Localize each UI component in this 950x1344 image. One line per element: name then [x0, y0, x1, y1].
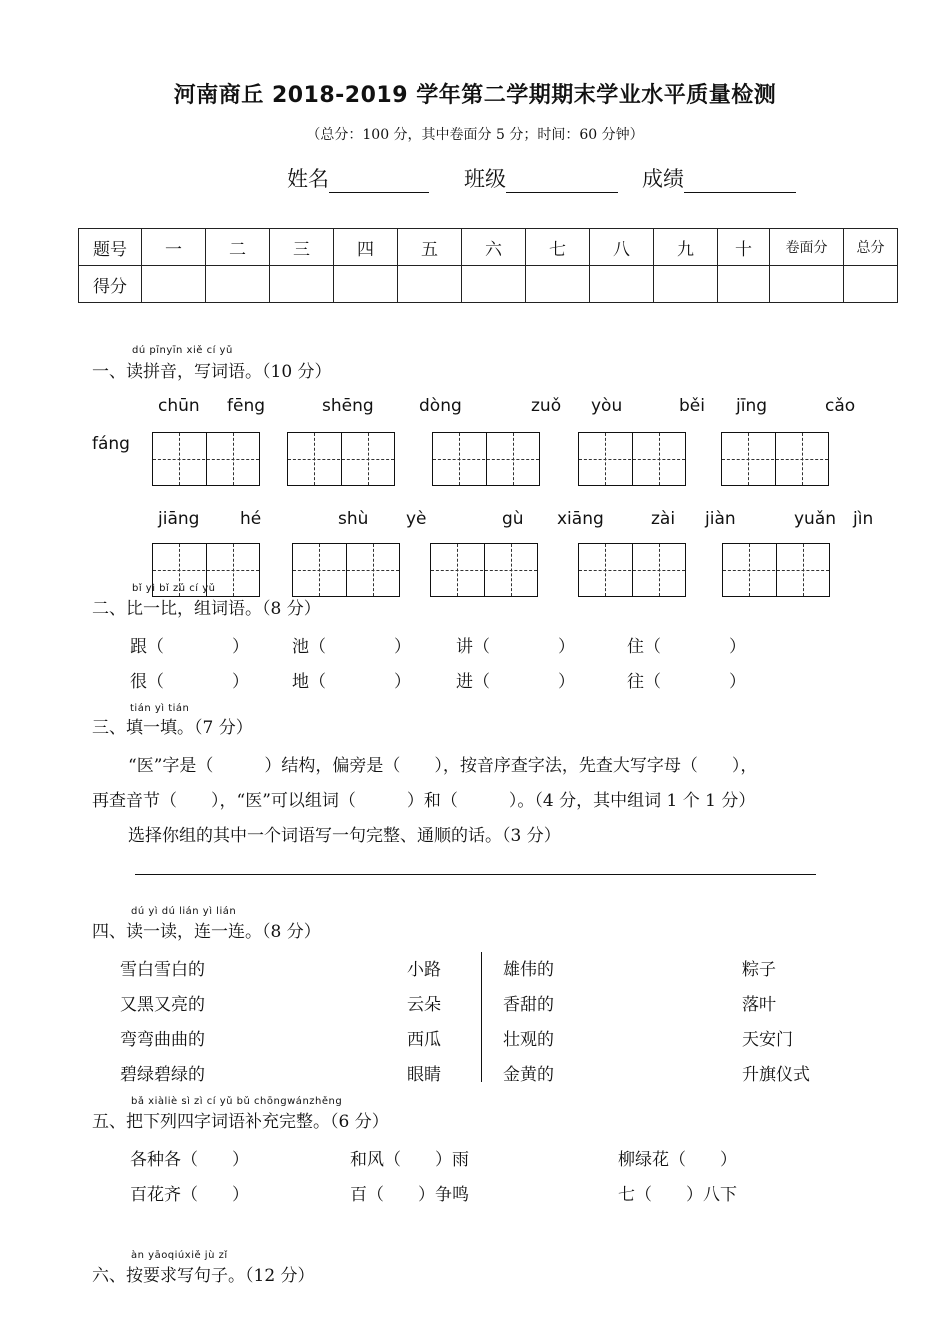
pinyin: zài [651, 509, 676, 529]
table-cell: 总分 [844, 229, 898, 266]
table-cell: 二 [206, 229, 270, 266]
score-input-cell[interactable] [718, 266, 770, 303]
compare-item[interactable]: 住（ ） [627, 637, 746, 657]
writing-grid[interactable] [287, 432, 395, 486]
class-label: 班级 [464, 167, 506, 191]
name-field[interactable] [287, 163, 429, 193]
table-cell: 三 [270, 229, 334, 266]
match-item[interactable]: 又黑又亮的 [120, 995, 205, 1015]
score-input-cell[interactable] [844, 266, 898, 303]
section3-ruby: tián yì tián [130, 703, 190, 714]
pinyin: xiāng [557, 509, 604, 529]
table-cell: 七 [526, 229, 590, 266]
match-item[interactable]: 弯弯曲曲的 [120, 1030, 205, 1050]
writing-grid[interactable] [152, 432, 260, 486]
match-item[interactable]: 金黄的 [503, 1065, 554, 1085]
match-item[interactable]: 雄伟的 [503, 960, 554, 980]
score-table [78, 228, 898, 303]
compare-item[interactable]: 跟（ ） [130, 637, 249, 657]
pinyin: jìn [853, 509, 874, 529]
compare-item[interactable]: 讲（ ） [456, 637, 575, 657]
compare-item[interactable]: 池（ ） [292, 637, 411, 657]
match-item[interactable]: 香甜的 [503, 995, 554, 1015]
table-cell: 得分 [79, 266, 142, 303]
pinyin: cǎo [825, 396, 856, 416]
section5-heading: 五、把下列四字词语补充完整。（6 分） [92, 1112, 389, 1132]
writing-grid[interactable] [578, 543, 686, 597]
score-input-cell[interactable] [770, 266, 844, 303]
match-item[interactable]: 云朵 [407, 995, 441, 1015]
match-item[interactable]: 落叶 [742, 995, 776, 1015]
pinyin: hé [240, 509, 262, 529]
idiom-item[interactable]: 百（ ）争鸣 [350, 1185, 469, 1205]
fill-line-3: 选择你组的其中一个词语写一句完整、通顺的话。（3 分） [128, 826, 561, 846]
idiom-item[interactable]: 和风（ ）雨 [350, 1150, 469, 1170]
name-label: 姓名 [287, 167, 329, 191]
compare-item[interactable]: 往（ ） [627, 672, 746, 692]
score-input-cell[interactable] [462, 266, 526, 303]
table-cell: 五 [398, 229, 462, 266]
score-label: 成绩 [642, 167, 684, 191]
match-item[interactable]: 眼睛 [407, 1065, 441, 1085]
idiom-item[interactable]: 七（ ）八下 [618, 1185, 737, 1205]
section1-heading: 一、读拼音，写词语。（10 分） [92, 362, 332, 382]
section4-heading: 四、读一读，连一连。（8 分） [92, 922, 321, 942]
table-cell: 六 [462, 229, 526, 266]
idiom-item[interactable]: 各种各（ ） [130, 1150, 249, 1170]
pinyin: zuǒ [531, 396, 562, 416]
section5-ruby: bǎ xiàliè sì zì cí yǔ bǔ chōngwánzhěng [131, 1096, 343, 1107]
section3-heading: 三、填一填。（7 分） [92, 718, 253, 738]
pinyin: dòng [419, 396, 462, 416]
idiom-item[interactable]: 百花齐（ ） [130, 1185, 249, 1205]
score-input-cell[interactable] [270, 266, 334, 303]
match-item[interactable]: 升旗仪式 [742, 1065, 810, 1085]
section6-heading: 六、按要求写句子。（12 分） [92, 1266, 315, 1286]
name-blank[interactable] [329, 172, 429, 193]
writing-grid[interactable] [721, 432, 829, 486]
section6-ruby: àn yāoqiúxiě jù zǐ [131, 1250, 228, 1261]
pinyin: fēng [227, 396, 266, 416]
table-cell: 四 [334, 229, 398, 266]
compare-item[interactable]: 进（ ） [456, 672, 575, 692]
fill-line-2[interactable]: 再查音节（ ），“医”可以组词（ ）和（ ）。（4 分，其中组词 1 个 1 分） [92, 791, 756, 811]
table-cell: 八 [590, 229, 654, 266]
exam-subtitle: （总分：100 分，其中卷面分 5 分；时间：60 分钟） [306, 127, 644, 143]
table-cell: 题号 [79, 229, 142, 266]
section2-heading: 二、比一比，组词语。（8 分） [92, 599, 321, 619]
score-input-cell[interactable] [334, 266, 398, 303]
fill-line-1[interactable]: “医”字是（ ）结构，偏旁是（ ），按音序查字法，先查大写字母（ ）， [128, 756, 758, 776]
compare-item[interactable]: 很（ ） [130, 672, 249, 692]
match-item[interactable]: 壮观的 [503, 1030, 554, 1050]
pinyin: yuǎn [794, 509, 837, 529]
table-cell: 卷面分 [770, 229, 844, 266]
pinyin: chūn [158, 396, 200, 416]
pinyin: jiàn [705, 509, 736, 529]
table-cell: 九 [654, 229, 718, 266]
table-row [79, 229, 898, 266]
score-input-cell[interactable] [398, 266, 462, 303]
class-field[interactable] [464, 163, 618, 193]
section1-ruby: dú pīnyīn xiě cí yǔ [132, 345, 233, 356]
match-item[interactable]: 小路 [407, 960, 441, 980]
match-item[interactable]: 雪白雪白的 [120, 960, 205, 980]
table-cell: 一 [142, 229, 206, 266]
writing-grid[interactable] [430, 543, 538, 597]
writing-grid[interactable] [722, 543, 830, 597]
pinyin: yòu [591, 396, 623, 416]
match-item[interactable]: 碧绿碧绿的 [120, 1065, 205, 1085]
score-blank[interactable] [684, 172, 796, 193]
pinyin: shù [338, 509, 369, 529]
answer-line[interactable] [135, 874, 816, 875]
table-cell: 十 [718, 229, 770, 266]
pinyin: gù [502, 509, 524, 529]
section2-ruby: bǐ yì bǐ zǔ cí yǔ [132, 583, 216, 594]
match-item[interactable]: 粽子 [742, 960, 776, 980]
writing-grid[interactable] [292, 543, 400, 597]
table-row [79, 266, 898, 303]
section4-ruby: dú yì dú lián yì lián [131, 906, 237, 917]
pinyin: jiāng [158, 509, 200, 529]
writing-grid[interactable] [432, 432, 540, 486]
idiom-item[interactable]: 柳绿花（ ） [618, 1150, 737, 1170]
score-input-cell[interactable] [526, 266, 590, 303]
pinyin: shēng [322, 396, 374, 416]
pinyin: jīng [736, 396, 768, 416]
compare-item[interactable]: 地（ ） [292, 672, 411, 692]
divider [481, 952, 482, 1082]
match-item[interactable]: 西瓜 [407, 1030, 441, 1050]
pinyin: yè [406, 509, 427, 529]
writing-grid[interactable] [578, 432, 686, 486]
class-blank[interactable] [506, 172, 618, 193]
pinyin: běi [679, 396, 705, 416]
score-input-cell[interactable] [142, 266, 206, 303]
pinyin: fáng [92, 434, 130, 454]
score-input-cell[interactable] [206, 266, 270, 303]
exam-title: 河南商丘 2018-2019 学年第二学期期末学业水平质量检测 [173, 83, 777, 108]
score-input-cell[interactable] [654, 266, 718, 303]
score-field[interactable] [642, 163, 796, 193]
score-input-cell[interactable] [590, 266, 654, 303]
match-item[interactable]: 天安门 [742, 1030, 793, 1050]
